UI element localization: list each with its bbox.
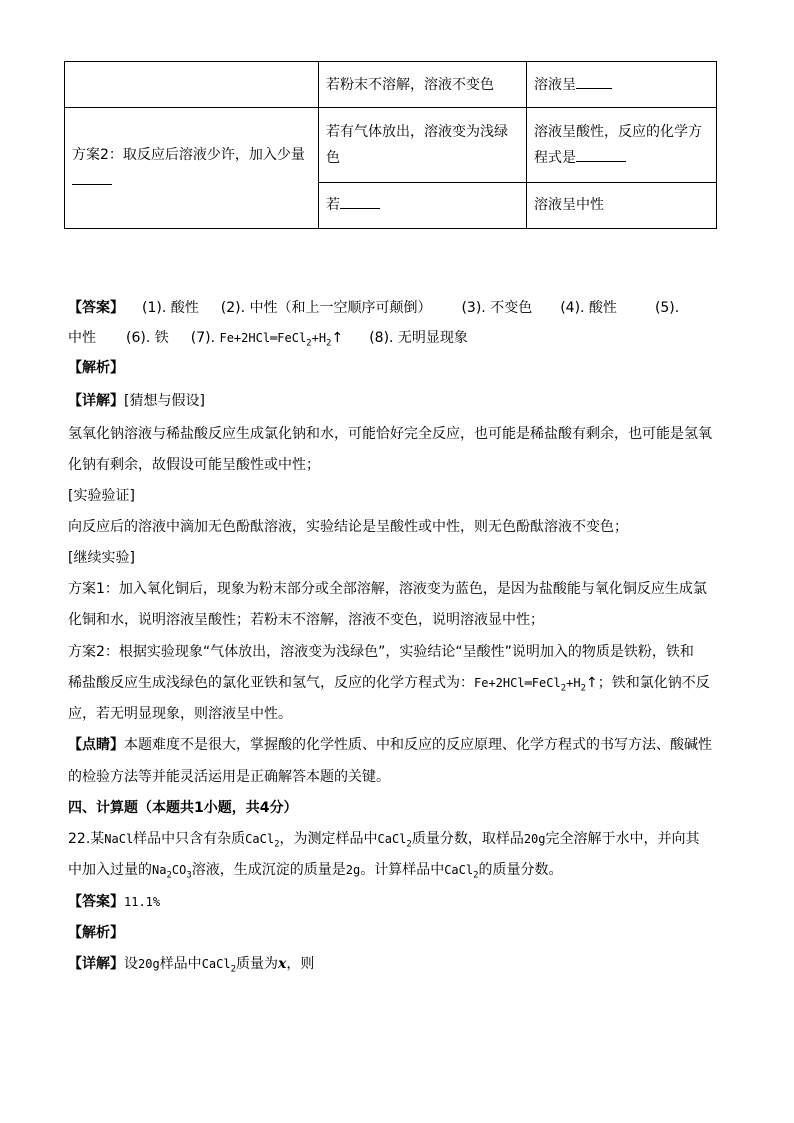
section-title: 四、计算题（本题共1小题，共4分） xyxy=(68,800,298,816)
blank-line xyxy=(72,169,112,185)
plan2-line-1: 方案2：根据实验现象“气体放出，溶液变为浅绿色”，实验结论“呈酸性”说明加入的物质是铁粉，铁和 xyxy=(68,644,694,660)
answer-line-1: 【答案】 (1). 酸性 (2). 中性（和上一空顺序可颠倒） (3). 不变色 (4). 酸性 (5). xyxy=(68,300,680,316)
table-cell-conclusion: 溶液呈酸性，反应的化学方程式是 xyxy=(527,108,717,182)
guess-line-1: 氢氧化钠溶液与稀盐酸反应生成氯化钠和水，可能恰好完全反应，也可能是稀盐酸有剩余，也可能是氢氧 xyxy=(68,426,712,442)
answer-line: 【答案】11.1% xyxy=(68,894,161,910)
blank-line xyxy=(576,146,626,162)
comment-line-2: 的检验方法等并能灵活运用是正确解答本题的关键。 xyxy=(68,769,390,785)
plan1-line-2: 化铜和水，说明溶液呈酸性；若粉末不溶解，溶液不变色，说明溶液显中性； xyxy=(68,612,544,628)
question-line-1: 22.某NaCl样品中只含有杂质CaCl$_2$，为测定样品中CaCl$_2$质量分数，取样品20g完全溶解于水中，并向其 xyxy=(68,831,700,850)
table-cell-phenomenon: 若有气体放出，溶液变为浅绿色 xyxy=(319,108,527,182)
blank-line xyxy=(340,193,380,209)
table-cell-plan2: 方案2：取反应后溶液少许，加入少量 xyxy=(65,108,319,229)
analysis-label-2: 【解析】 xyxy=(68,925,124,941)
question-line-2: 中加入过量的$Na_2CO_3$溶液，生成沉淀的质量是2g。计算样品中CaCl$_2$的质量分数。 xyxy=(68,862,563,881)
detail-line-2: 【详解】设20g样品中CaCl$_2$质量为x，则 xyxy=(68,956,315,975)
experiment-table xyxy=(64,61,717,229)
answer-line-2: 中性 (6). 铁 (7). $Fe+2HCl═FeCl_2+H_2↑$ (8). 无明显现象 xyxy=(68,330,468,349)
continue-title: [继续实验] xyxy=(68,550,135,566)
plan2-line-3: 应，若无明显现象，则溶液呈中性。 xyxy=(68,706,292,722)
table-cell-phenomenon: 若粉末不溶解，溶液不变色 xyxy=(319,62,527,108)
plan2-line-2: 稀盐酸反应生成浅绿色的氯化亚铁和氢气，反应的化学方程式为：$Fe+2HCl═FeCl_2+H_2↑$；铁和氯化钠不反 xyxy=(68,675,710,694)
table-cell-empty xyxy=(65,62,319,108)
guess-line-2: 化钠有剩余，故假设可能呈酸性或中性； xyxy=(68,457,320,473)
blank-line xyxy=(576,73,612,89)
comment-line-1: 【点睛】本题难度不是很大，掌握酸的化学性质、中和反应的反应原理、化学方程式的书写方法、酸碱性 xyxy=(68,737,712,753)
plan1-line-1: 方案1：加入氧化铜后，现象为粉末部分或全部溶解，溶液变为蓝色，是因为盐酸能与氧化铜反应生成氯 xyxy=(68,581,707,597)
table-cell-conclusion: 溶液呈 xyxy=(527,62,717,108)
analysis-label: 【解析】 xyxy=(68,360,124,376)
verify-line: 向反应后的溶液中滴加无色酚酞溶液，实验结论是呈酸性或中性，则无色酚酞溶液不变色； xyxy=(68,519,628,535)
table-cell-phenomenon: 若 xyxy=(319,182,527,228)
verify-title: [实验验证] xyxy=(68,488,135,504)
detail-line: 【详解】[猜想与假设] xyxy=(68,393,205,409)
table-cell-conclusion: 溶液呈中性 xyxy=(527,182,717,228)
